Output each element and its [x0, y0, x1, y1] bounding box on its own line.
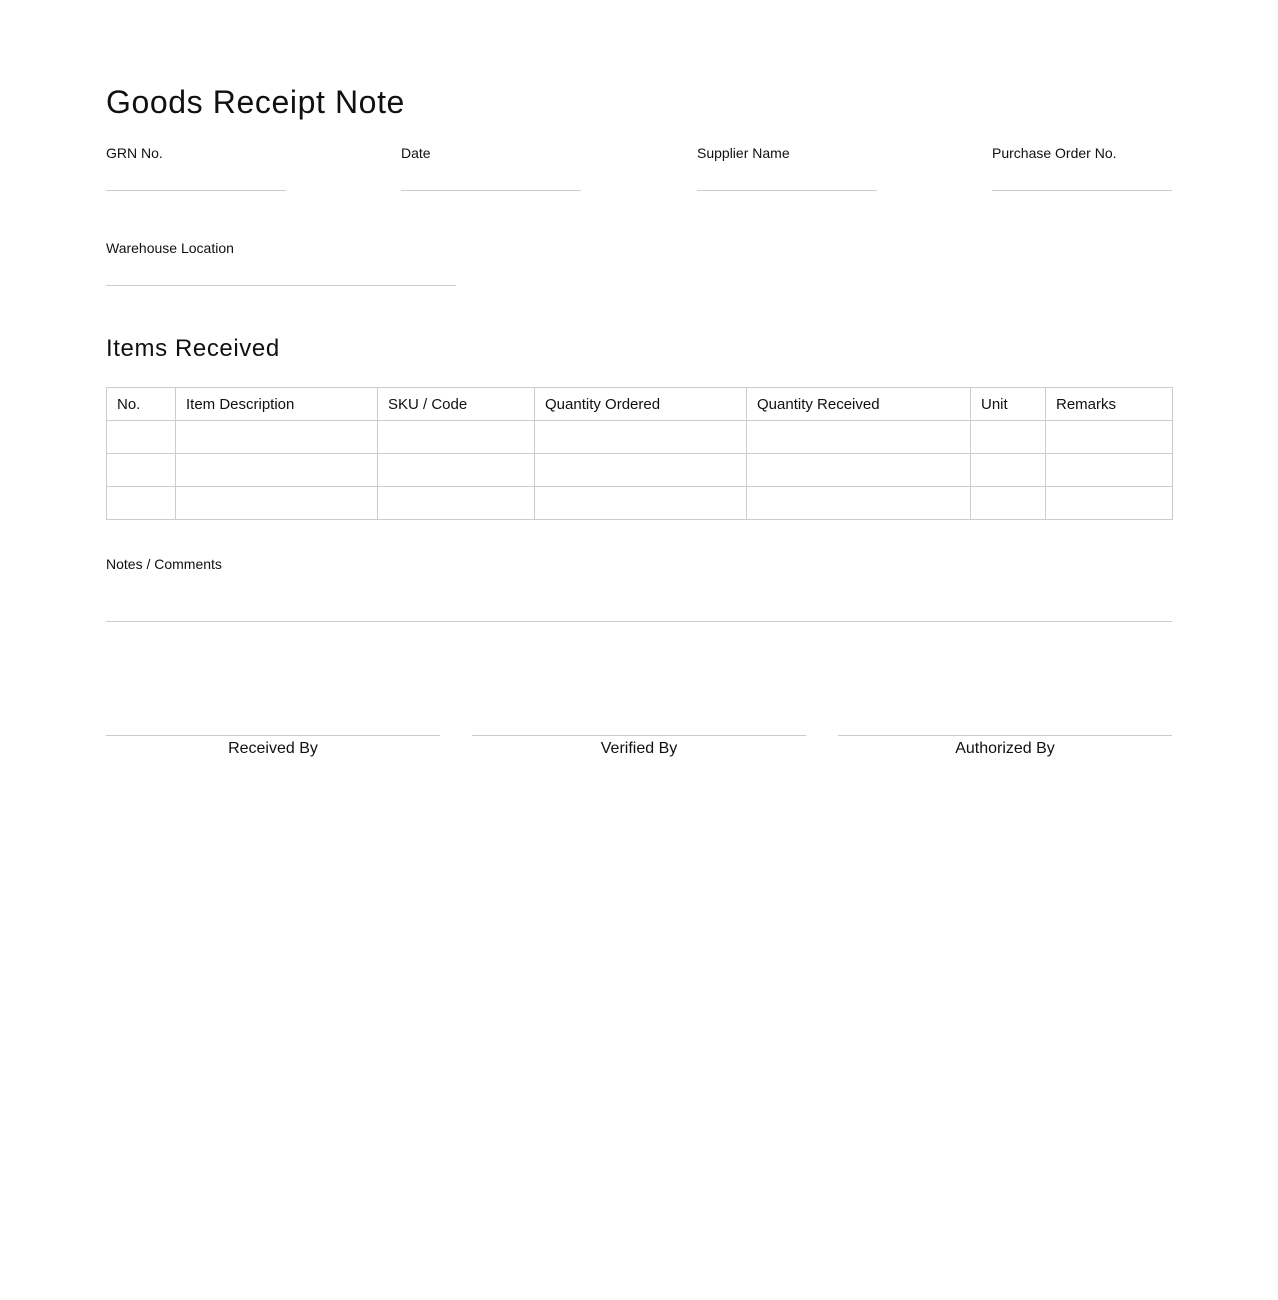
warehouse-location-field[interactable] — [106, 240, 456, 257]
received-by-signature[interactable]: Received By — [106, 735, 440, 762]
notes-comments-label: Notes / Comments — [106, 556, 222, 572]
table-cell[interactable] — [747, 487, 971, 520]
grn-no-input-line[interactable] — [106, 190, 286, 191]
date-label: Date — [401, 145, 431, 161]
table-cell[interactable] — [971, 421, 1046, 454]
table-cell[interactable] — [378, 487, 535, 520]
table-row — [107, 454, 1173, 487]
table-cell[interactable] — [1046, 454, 1173, 487]
purchase-order-no-label: Purchase Order No. — [992, 145, 1117, 161]
notes-comments-input-line[interactable] — [106, 621, 1172, 622]
column-header-unit: Unit — [971, 388, 1046, 421]
table-cell[interactable] — [971, 454, 1046, 487]
supplier-name-field[interactable] — [697, 145, 877, 162]
items-received-table — [106, 387, 1173, 520]
supplier-name-label: Supplier Name — [697, 145, 790, 161]
table-cell[interactable] — [971, 487, 1046, 520]
table-cell[interactable] — [107, 487, 176, 520]
table-cell[interactable] — [747, 454, 971, 487]
purchase-order-no-input-line[interactable] — [992, 190, 1172, 191]
column-header-remarks: Remarks — [1046, 388, 1173, 421]
column-header-item-description: Item Description — [176, 388, 378, 421]
supplier-name-input-line[interactable] — [697, 190, 877, 191]
column-header-sku-code: SKU / Code — [378, 388, 535, 421]
table-cell[interactable] — [107, 454, 176, 487]
warehouse-location-input-line[interactable] — [106, 285, 456, 286]
items-received-heading: Items Received — [106, 335, 280, 362]
verified-by-signature[interactable]: Verified By — [472, 735, 806, 762]
table-header-row — [107, 388, 1173, 421]
table-cell[interactable] — [378, 454, 535, 487]
authorized-by-signature[interactable]: Authorized By — [838, 735, 1172, 762]
warehouse-location-label: Warehouse Location — [106, 240, 234, 256]
document-title: Goods Receipt Note — [106, 84, 405, 120]
column-header-quantity-received: Quantity Received — [747, 388, 971, 421]
table-cell[interactable] — [1046, 421, 1173, 454]
grn-no-field[interactable] — [106, 145, 286, 162]
table-cell[interactable] — [378, 421, 535, 454]
date-input-line[interactable] — [401, 190, 581, 191]
column-header-no: No. — [107, 388, 176, 421]
table-cell[interactable] — [747, 421, 971, 454]
table-cell[interactable] — [176, 421, 378, 454]
table-row — [107, 421, 1173, 454]
grn-no-label: GRN No. — [106, 145, 163, 161]
table-cell[interactable] — [176, 454, 378, 487]
table-cell[interactable] — [535, 454, 747, 487]
table-row — [107, 487, 1173, 520]
table-cell[interactable] — [176, 487, 378, 520]
table-cell[interactable] — [1046, 487, 1173, 520]
column-header-quantity-ordered: Quantity Ordered — [535, 388, 747, 421]
table-cell[interactable] — [535, 421, 747, 454]
table-cell[interactable] — [107, 421, 176, 454]
table-cell[interactable] — [535, 487, 747, 520]
purchase-order-no-field[interactable] — [992, 145, 1172, 162]
date-field[interactable] — [401, 145, 581, 162]
